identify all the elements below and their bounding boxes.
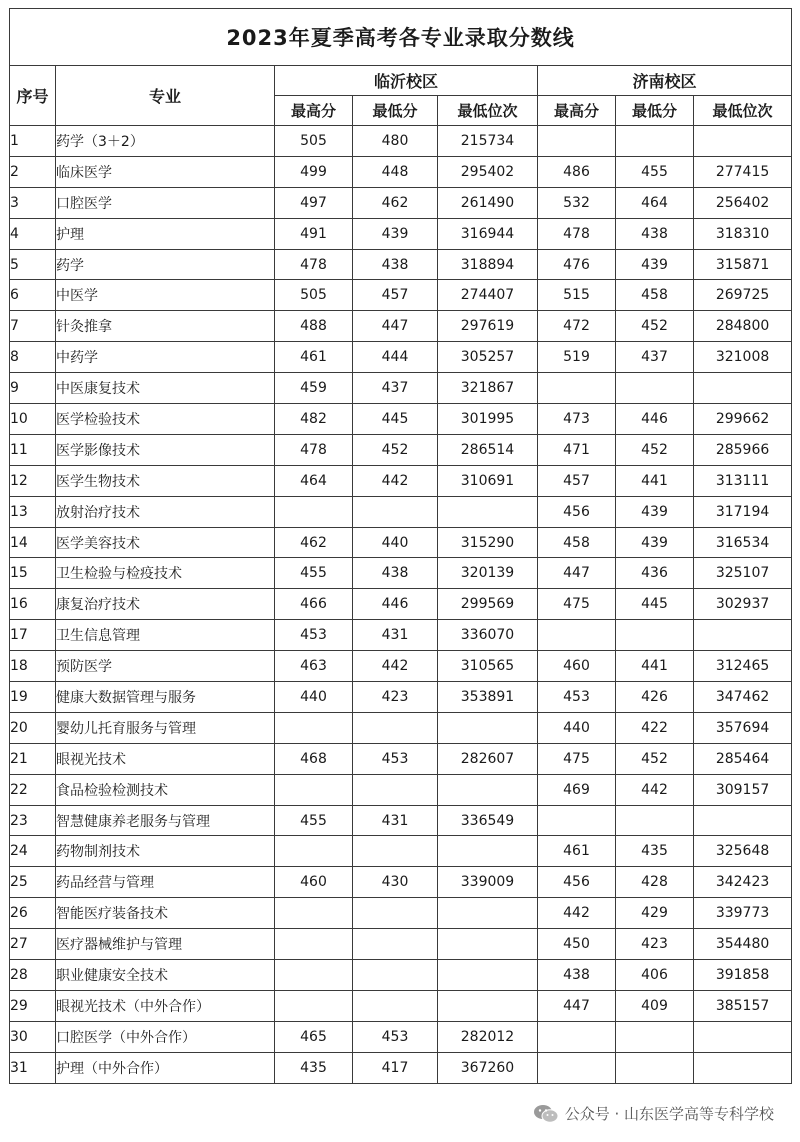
- row-jinan-max: 473: [538, 404, 616, 435]
- row-jinan-max: 456: [538, 496, 616, 527]
- row-jinan-min: 439: [616, 496, 694, 527]
- row-linyi-min-rank: 316944: [438, 218, 538, 249]
- row-linyi-max: 455: [275, 558, 353, 589]
- row-linyi-max: 455: [275, 805, 353, 836]
- row-jinan-min-rank: 256402: [694, 187, 792, 218]
- row-linyi-min-rank: 286514: [438, 434, 538, 465]
- row-major: 药学: [56, 249, 275, 280]
- row-jinan-min: 437: [616, 342, 694, 373]
- row-jinan-min: 439: [616, 249, 694, 280]
- row-jinan-min-rank: 302937: [694, 589, 792, 620]
- header-major: 专业: [56, 66, 275, 126]
- row-major: 口腔医学（中外合作）: [56, 1021, 275, 1052]
- row-linyi-max: 459: [275, 373, 353, 404]
- table-row: [10, 620, 792, 651]
- row-major: 卫生检验与检疫技术: [56, 558, 275, 589]
- row-index: 20: [10, 712, 56, 743]
- row-jinan-min-rank: 391858: [694, 960, 792, 991]
- row-linyi-min: 438: [353, 558, 438, 589]
- row-linyi-min-rank: 318894: [438, 249, 538, 280]
- row-index: 3: [10, 187, 56, 218]
- row-linyi-max: [275, 774, 353, 805]
- row-index: 23: [10, 805, 56, 836]
- row-linyi-min-rank: 310565: [438, 651, 538, 682]
- row-linyi-max: [275, 712, 353, 743]
- row-major: 中药学: [56, 342, 275, 373]
- row-jinan-min: 435: [616, 836, 694, 867]
- row-jinan-min: 423: [616, 929, 694, 960]
- row-jinan-min: 426: [616, 682, 694, 713]
- row-jinan-max: [538, 805, 616, 836]
- row-jinan-max: 515: [538, 280, 616, 311]
- row-jinan-min-rank: 269725: [694, 280, 792, 311]
- table-row: [10, 898, 792, 929]
- row-linyi-min: 457: [353, 280, 438, 311]
- row-major: 放射治疗技术: [56, 496, 275, 527]
- row-index: 24: [10, 836, 56, 867]
- row-major: 药学（3＋2）: [56, 126, 275, 157]
- row-linyi-min: [353, 774, 438, 805]
- row-index: 12: [10, 465, 56, 496]
- row-index: 22: [10, 774, 56, 805]
- row-index: 13: [10, 496, 56, 527]
- row-index: 4: [10, 218, 56, 249]
- row-jinan-min-rank: 317194: [694, 496, 792, 527]
- row-linyi-max: 468: [275, 743, 353, 774]
- row-linyi-max: [275, 898, 353, 929]
- row-index: 8: [10, 342, 56, 373]
- row-jinan-min: 441: [616, 651, 694, 682]
- table-row: [10, 712, 792, 743]
- row-jinan-max: 440: [538, 712, 616, 743]
- table-row: [10, 249, 792, 280]
- row-jinan-max: 472: [538, 311, 616, 342]
- row-linyi-min-rank: 321867: [438, 373, 538, 404]
- row-linyi-min-rank: 367260: [438, 1052, 538, 1083]
- row-linyi-max: 440: [275, 682, 353, 713]
- table-row: [10, 187, 792, 218]
- row-linyi-min: 423: [353, 682, 438, 713]
- row-jinan-min: 446: [616, 404, 694, 435]
- row-linyi-min: 430: [353, 867, 438, 898]
- row-index: 11: [10, 434, 56, 465]
- table-row: [10, 774, 792, 805]
- row-jinan-min-rank: [694, 620, 792, 651]
- table-row: [10, 960, 792, 991]
- row-linyi-min-rank: [438, 990, 538, 1021]
- header-campus-linyi: 临沂校区: [275, 66, 538, 96]
- row-linyi-min-rank: 310691: [438, 465, 538, 496]
- table-row: [10, 589, 792, 620]
- row-linyi-max: [275, 990, 353, 1021]
- row-linyi-max: 488: [275, 311, 353, 342]
- row-jinan-min-rank: 315871: [694, 249, 792, 280]
- row-linyi-min: 448: [353, 156, 438, 187]
- table-row: [10, 311, 792, 342]
- row-major: 口腔医学: [56, 187, 275, 218]
- table-row: [10, 743, 792, 774]
- row-jinan-max: 471: [538, 434, 616, 465]
- row-linyi-max: 466: [275, 589, 353, 620]
- admission-score-table: [9, 8, 792, 1084]
- row-jinan-max: 447: [538, 990, 616, 1021]
- row-linyi-max: 499: [275, 156, 353, 187]
- row-jinan-max: 450: [538, 929, 616, 960]
- row-major: 医学检验技术: [56, 404, 275, 435]
- header-jinan-max: 最高分: [538, 96, 616, 126]
- row-major: 预防医学: [56, 651, 275, 682]
- row-index: 14: [10, 527, 56, 558]
- row-major: 医学生物技术: [56, 465, 275, 496]
- row-jinan-max: 519: [538, 342, 616, 373]
- row-linyi-min-rank: 305257: [438, 342, 538, 373]
- table-row: [10, 342, 792, 373]
- row-jinan-min-rank: 357694: [694, 712, 792, 743]
- header-jinan-min-rank: 最低位次: [694, 96, 792, 126]
- row-jinan-min: 428: [616, 867, 694, 898]
- table-row: [10, 651, 792, 682]
- row-jinan-min-rank: 342423: [694, 867, 792, 898]
- row-index: 5: [10, 249, 56, 280]
- row-jinan-min: 429: [616, 898, 694, 929]
- row-index: 30: [10, 1021, 56, 1052]
- row-index: 9: [10, 373, 56, 404]
- row-jinan-max: 457: [538, 465, 616, 496]
- row-linyi-min: 444: [353, 342, 438, 373]
- row-jinan-max: 532: [538, 187, 616, 218]
- row-index: 7: [10, 311, 56, 342]
- row-linyi-min-rank: [438, 898, 538, 929]
- row-linyi-min-rank: 336070: [438, 620, 538, 651]
- row-jinan-min: 409: [616, 990, 694, 1021]
- row-index: 19: [10, 682, 56, 713]
- header-campus-jinan: 济南校区: [538, 66, 792, 96]
- table-row: [10, 682, 792, 713]
- row-index: 17: [10, 620, 56, 651]
- row-jinan-max: [538, 1052, 616, 1083]
- row-jinan-min-rank: [694, 1052, 792, 1083]
- header-jinan-min: 最低分: [616, 96, 694, 126]
- row-jinan-min-rank: 285464: [694, 743, 792, 774]
- row-linyi-min-rank: [438, 774, 538, 805]
- row-jinan-min-rank: 309157: [694, 774, 792, 805]
- row-jinan-max: 469: [538, 774, 616, 805]
- row-linyi-min-rank: 261490: [438, 187, 538, 218]
- table-row: [10, 496, 792, 527]
- row-jinan-min-rank: 285966: [694, 434, 792, 465]
- row-linyi-max: [275, 496, 353, 527]
- row-major: 护理: [56, 218, 275, 249]
- row-linyi-min: 442: [353, 651, 438, 682]
- row-linyi-min: 431: [353, 805, 438, 836]
- row-jinan-min-rank: 299662: [694, 404, 792, 435]
- row-linyi-max: 478: [275, 434, 353, 465]
- row-linyi-min-rank: [438, 712, 538, 743]
- row-linyi-min: 445: [353, 404, 438, 435]
- row-index: 15: [10, 558, 56, 589]
- row-linyi-min-rank: 339009: [438, 867, 538, 898]
- row-jinan-min-rank: 313111: [694, 465, 792, 496]
- row-jinan-min-rank: [694, 126, 792, 157]
- row-jinan-min: 445: [616, 589, 694, 620]
- row-linyi-min-rank: [438, 496, 538, 527]
- row-index: 18: [10, 651, 56, 682]
- row-major: 药物制剂技术: [56, 836, 275, 867]
- row-linyi-max: [275, 836, 353, 867]
- header-linyi-max: 最高分: [275, 96, 353, 126]
- row-major: 医学影像技术: [56, 434, 275, 465]
- row-jinan-min-rank: 316534: [694, 527, 792, 558]
- row-linyi-min: 447: [353, 311, 438, 342]
- row-linyi-min: [353, 960, 438, 991]
- row-jinan-min-rank: 385157: [694, 990, 792, 1021]
- row-jinan-max: 456: [538, 867, 616, 898]
- row-index: 25: [10, 867, 56, 898]
- row-linyi-min: 438: [353, 249, 438, 280]
- row-jinan-min-rank: [694, 1021, 792, 1052]
- row-major: 眼视光技术: [56, 743, 275, 774]
- row-index: 1: [10, 126, 56, 157]
- row-linyi-min-rank: 299569: [438, 589, 538, 620]
- header-linyi-min: 最低分: [353, 96, 438, 126]
- row-index: 26: [10, 898, 56, 929]
- row-jinan-max: 460: [538, 651, 616, 682]
- row-linyi-min: 453: [353, 743, 438, 774]
- row-linyi-max: 505: [275, 280, 353, 311]
- row-major: 临床医学: [56, 156, 275, 187]
- row-major: 健康大数据管理与服务: [56, 682, 275, 713]
- row-jinan-min-rank: 347462: [694, 682, 792, 713]
- row-jinan-min: 406: [616, 960, 694, 991]
- row-jinan-min-rank: 325648: [694, 836, 792, 867]
- row-jinan-min: 436: [616, 558, 694, 589]
- table-row: [10, 527, 792, 558]
- row-index: 16: [10, 589, 56, 620]
- row-jinan-min: [616, 805, 694, 836]
- wechat-icon: [533, 1104, 559, 1124]
- table-body: [10, 126, 792, 1084]
- row-linyi-min: 437: [353, 373, 438, 404]
- row-jinan-min: 464: [616, 187, 694, 218]
- row-linyi-min: [353, 496, 438, 527]
- row-major: 智慧健康养老服务与管理: [56, 805, 275, 836]
- row-linyi-max: 462: [275, 527, 353, 558]
- row-linyi-min: [353, 712, 438, 743]
- row-linyi-min: [353, 836, 438, 867]
- row-jinan-max: [538, 1021, 616, 1052]
- row-linyi-min-rank: 282012: [438, 1021, 538, 1052]
- table-row: [10, 218, 792, 249]
- row-index: 21: [10, 743, 56, 774]
- row-index: 10: [10, 404, 56, 435]
- row-linyi-min: 439: [353, 218, 438, 249]
- row-major: 卫生信息管理: [56, 620, 275, 651]
- row-linyi-max: 461: [275, 342, 353, 373]
- watermark: [529, 1101, 778, 1126]
- row-jinan-min-rank: 325107: [694, 558, 792, 589]
- table-row: [10, 434, 792, 465]
- row-jinan-max: 438: [538, 960, 616, 991]
- row-jinan-min: 439: [616, 527, 694, 558]
- row-major: 职业健康安全技术: [56, 960, 275, 991]
- row-jinan-min-rank: 339773: [694, 898, 792, 929]
- row-linyi-min-rank: 336549: [438, 805, 538, 836]
- row-index: 28: [10, 960, 56, 991]
- row-jinan-min: 438: [616, 218, 694, 249]
- row-index: 27: [10, 929, 56, 960]
- row-jinan-min-rank: 318310: [694, 218, 792, 249]
- row-linyi-max: 497: [275, 187, 353, 218]
- table-row: [10, 465, 792, 496]
- row-linyi-min-rank: 315290: [438, 527, 538, 558]
- row-jinan-min: [616, 373, 694, 404]
- row-linyi-max: [275, 960, 353, 991]
- row-linyi-min-rank: [438, 929, 538, 960]
- table-row: [10, 805, 792, 836]
- row-linyi-min: 446: [353, 589, 438, 620]
- row-major: 中医学: [56, 280, 275, 311]
- row-linyi-min-rank: 295402: [438, 156, 538, 187]
- row-jinan-min: 441: [616, 465, 694, 496]
- row-linyi-max: 478: [275, 249, 353, 280]
- table-row: [10, 156, 792, 187]
- row-linyi-min-rank: 215734: [438, 126, 538, 157]
- row-linyi-max: 464: [275, 465, 353, 496]
- row-linyi-min-rank: [438, 960, 538, 991]
- row-index: 6: [10, 280, 56, 311]
- row-jinan-min-rank: 312465: [694, 651, 792, 682]
- table-row: [10, 1021, 792, 1052]
- watermark-text: 公众号 · 山东医学高等专科学校: [564, 1105, 774, 1123]
- row-jinan-min: [616, 126, 694, 157]
- row-jinan-min: [616, 1052, 694, 1083]
- row-linyi-min-rank: 320139: [438, 558, 538, 589]
- row-jinan-min: 442: [616, 774, 694, 805]
- row-linyi-max: 465: [275, 1021, 353, 1052]
- row-linyi-min: 480: [353, 126, 438, 157]
- row-major: 康复治疗技术: [56, 589, 275, 620]
- row-jinan-max: 478: [538, 218, 616, 249]
- row-linyi-min-rank: 282607: [438, 743, 538, 774]
- row-jinan-min: 452: [616, 743, 694, 774]
- table-row: [10, 836, 792, 867]
- row-index: 31: [10, 1052, 56, 1083]
- row-jinan-max: [538, 620, 616, 651]
- row-linyi-min: 462: [353, 187, 438, 218]
- row-jinan-max: [538, 126, 616, 157]
- row-linyi-max: 491: [275, 218, 353, 249]
- row-linyi-min-rank: 301995: [438, 404, 538, 435]
- row-linyi-min: 417: [353, 1052, 438, 1083]
- table-row: [10, 126, 792, 157]
- row-linyi-max: 453: [275, 620, 353, 651]
- row-index: 29: [10, 990, 56, 1021]
- row-jinan-min: [616, 620, 694, 651]
- row-index: 2: [10, 156, 56, 187]
- row-major: 食品检验检测技术: [56, 774, 275, 805]
- row-jinan-max: 442: [538, 898, 616, 929]
- row-jinan-min: 455: [616, 156, 694, 187]
- row-major: 智能医疗装备技术: [56, 898, 275, 929]
- row-linyi-min: [353, 898, 438, 929]
- row-jinan-min: [616, 1021, 694, 1052]
- row-major: 婴幼儿托育服务与管理: [56, 712, 275, 743]
- row-linyi-min: [353, 929, 438, 960]
- table-row: [10, 280, 792, 311]
- row-linyi-min: 442: [353, 465, 438, 496]
- row-jinan-max: 461: [538, 836, 616, 867]
- row-major: 医疗器械维护与管理: [56, 929, 275, 960]
- row-linyi-min: [353, 990, 438, 1021]
- row-linyi-min: 453: [353, 1021, 438, 1052]
- row-major: 中医康复技术: [56, 373, 275, 404]
- row-jinan-min-rank: 354480: [694, 929, 792, 960]
- row-linyi-min: 452: [353, 434, 438, 465]
- table-row: [10, 558, 792, 589]
- row-jinan-min-rank: [694, 373, 792, 404]
- row-jinan-min: 452: [616, 311, 694, 342]
- row-linyi-max: 463: [275, 651, 353, 682]
- row-jinan-min-rank: 321008: [694, 342, 792, 373]
- row-linyi-max: 505: [275, 126, 353, 157]
- row-linyi-min-rank: [438, 836, 538, 867]
- row-linyi-max: 482: [275, 404, 353, 435]
- row-jinan-min: 422: [616, 712, 694, 743]
- row-jinan-max: 475: [538, 743, 616, 774]
- row-linyi-max: 435: [275, 1052, 353, 1083]
- row-jinan-max: 447: [538, 558, 616, 589]
- row-jinan-max: 476: [538, 249, 616, 280]
- table-title: 2023年夏季高考各专业录取分数线: [10, 9, 792, 66]
- table-row: [10, 867, 792, 898]
- row-linyi-min-rank: 274407: [438, 280, 538, 311]
- table-row: [10, 404, 792, 435]
- row-linyi-max: 460: [275, 867, 353, 898]
- row-linyi-max: [275, 929, 353, 960]
- row-jinan-max: 453: [538, 682, 616, 713]
- row-linyi-min-rank: 353891: [438, 682, 538, 713]
- table-row: [10, 1052, 792, 1083]
- row-major: 药品经营与管理: [56, 867, 275, 898]
- row-jinan-max: 475: [538, 589, 616, 620]
- row-jinan-min: 452: [616, 434, 694, 465]
- row-major: 医学美容技术: [56, 527, 275, 558]
- row-linyi-min-rank: 297619: [438, 311, 538, 342]
- row-jinan-min-rank: 277415: [694, 156, 792, 187]
- table-row: [10, 373, 792, 404]
- row-major: 护理（中外合作）: [56, 1052, 275, 1083]
- row-jinan-max: [538, 373, 616, 404]
- row-jinan-min-rank: [694, 805, 792, 836]
- row-linyi-min: 440: [353, 527, 438, 558]
- row-jinan-max: 486: [538, 156, 616, 187]
- row-jinan-max: 458: [538, 527, 616, 558]
- row-linyi-min: 431: [353, 620, 438, 651]
- table-row: [10, 990, 792, 1021]
- row-major: 针灸推拿: [56, 311, 275, 342]
- table-row: [10, 929, 792, 960]
- row-jinan-min: 458: [616, 280, 694, 311]
- row-jinan-min-rank: 284800: [694, 311, 792, 342]
- header-index: 序号: [10, 66, 56, 126]
- row-major: 眼视光技术（中外合作）: [56, 990, 275, 1021]
- header-linyi-min-rank: 最低位次: [438, 96, 538, 126]
